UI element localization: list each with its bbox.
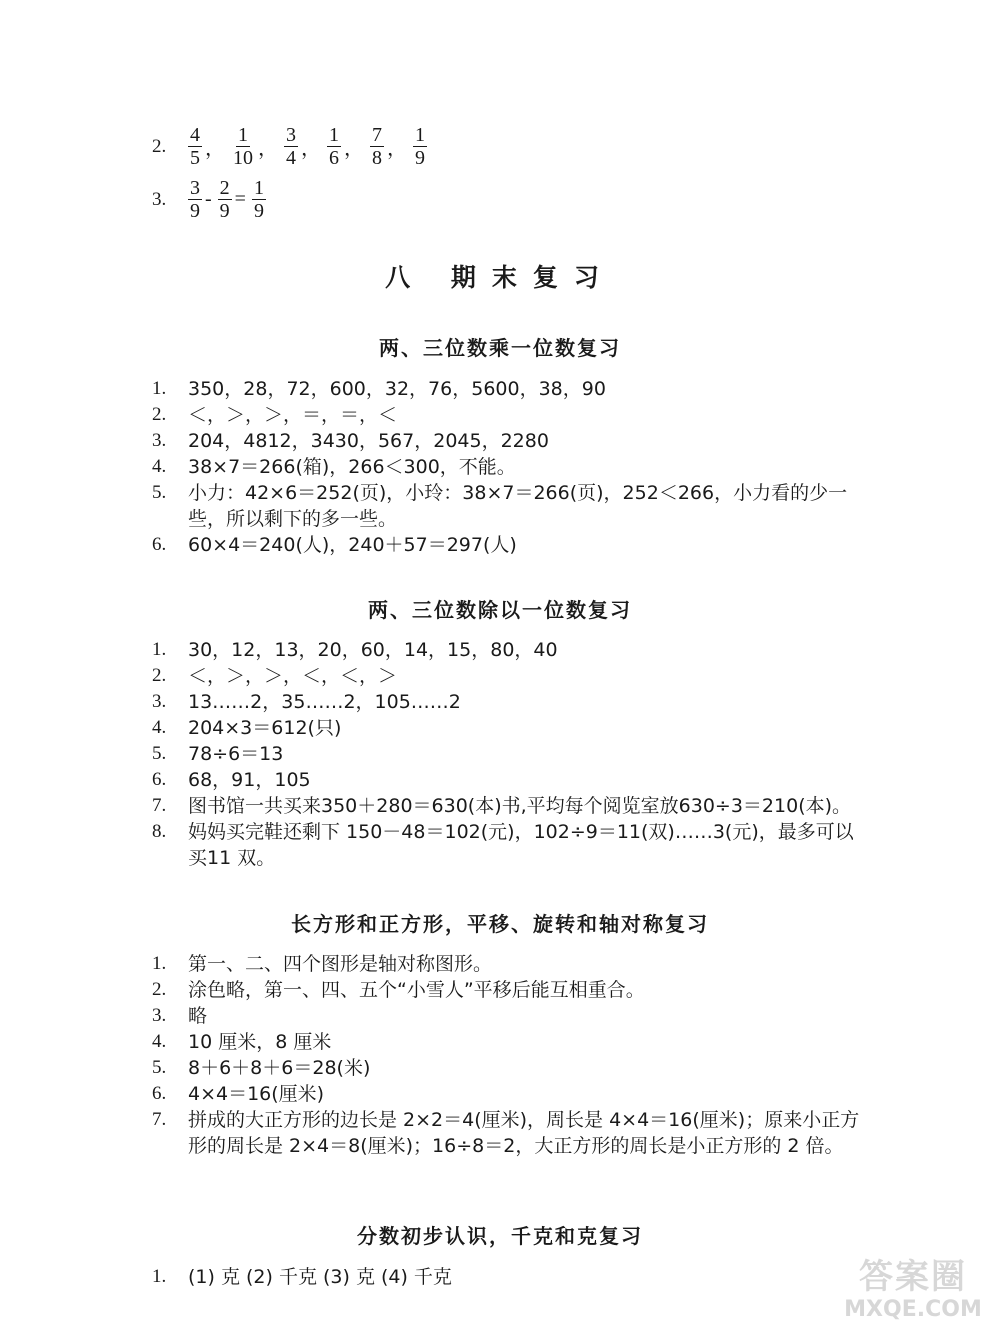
numerator: 1 — [238, 124, 248, 146]
minus-sign: - — [205, 188, 212, 210]
denominator: 9 — [219, 200, 230, 222]
list-item — [152, 376, 872, 402]
item-number: 1. — [152, 639, 167, 660]
numerator: 1 — [415, 124, 425, 146]
section-title: 分数初步认识，千克和克复习 — [357, 1224, 643, 1248]
fraction — [188, 177, 202, 222]
item-number: 2. — [152, 135, 167, 157]
fraction — [188, 124, 202, 169]
section-title: 两、三位数除以一位数复习 — [368, 598, 632, 622]
denominator: 10 — [233, 147, 253, 169]
item-number: 2. — [152, 665, 167, 686]
item-text: 拼成的大正方形的边长是 2×2＝4(厘米)，周长是 4×4＝16(厘米)；原来小正方形的周长是 2×4＝8(厘米)；16÷8＝2，大正方形的周长是小正方形的 2 倍。 — [188, 1109, 860, 1157]
item-number: 5. — [152, 1057, 167, 1078]
item-text: 78÷6＝13 — [188, 743, 284, 765]
list-item — [152, 637, 872, 663]
list-item — [152, 1055, 872, 1081]
item-number: 6. — [152, 769, 167, 790]
answer-list — [152, 1264, 872, 1290]
list-item — [152, 741, 872, 767]
list-item — [152, 793, 872, 819]
list-item — [152, 428, 872, 454]
item-number: 7. — [152, 1109, 167, 1130]
item-number: 4. — [152, 1031, 167, 1052]
answer-item-3-equation — [152, 177, 268, 222]
item-text: 30，12，13，20，60，14，15，80，40 — [188, 639, 558, 661]
list-item — [152, 767, 872, 793]
item-text: 第一、二、四个图形是轴对称图形。 — [188, 953, 493, 975]
item-number: 3. — [152, 430, 167, 451]
item-text: 38×7＝266(箱)，266＜300，不能。 — [188, 456, 516, 478]
watermark-logo: 答案圈 — [859, 1257, 967, 1297]
answer-list — [152, 951, 872, 1159]
list-item — [152, 1081, 872, 1107]
item-text: 13……2，35……2，105……2 — [188, 691, 461, 713]
item-text: 妈妈买完鞋还剩下 150－48＝102(元)，102÷9＝11(双)……3(元)，最多可以买11 双。 — [188, 821, 854, 869]
numerator: 7 — [372, 124, 382, 146]
item-number: 1. — [152, 378, 167, 399]
numerator: 1 — [253, 177, 264, 199]
item-text: 10 厘米，8 厘米 — [188, 1031, 332, 1053]
fraction — [231, 124, 255, 169]
numerator: 3 — [286, 124, 296, 146]
list-item — [152, 1264, 872, 1290]
item-text: 204×3＝612(只) — [188, 717, 342, 739]
equals-sign: = — [234, 188, 246, 210]
denominator: 8 — [372, 147, 382, 169]
separator: ， — [258, 138, 278, 160]
fraction — [327, 124, 341, 169]
denominator: 4 — [286, 147, 296, 169]
list-item — [152, 454, 872, 480]
list-item — [152, 480, 872, 532]
fraction — [413, 124, 427, 169]
item-number: 6. — [152, 1083, 167, 1104]
item-text: 60×4＝240(人)，240＋57＝297(人) — [188, 534, 517, 556]
denominator: 6 — [329, 147, 339, 169]
item-text: 350，28，72，600，32，76，5600，38，90 — [188, 378, 606, 400]
item-number: 5. — [152, 482, 167, 503]
item-text: 68，91，105 — [188, 769, 311, 791]
item-number: 1. — [152, 1266, 167, 1287]
separator: ， — [205, 138, 225, 160]
list-item — [152, 1029, 872, 1055]
item-number: 5. — [152, 743, 167, 764]
item-text: 8＋6＋8＋6＝28(米) — [188, 1057, 371, 1079]
fraction — [370, 124, 384, 169]
item-text: 涂色略，第一、四、五个“小雪人”平移后能互相重合。 — [188, 979, 645, 1001]
section-title: 两、三位数乘一位数复习 — [379, 336, 621, 360]
denominator: 5 — [190, 147, 200, 169]
item-text: 小力：42×6＝252(页)，小玲：38×7＝266(页)，252＜266，小力看的少一些，所以剩下的多一些。 — [188, 482, 848, 530]
separator: ， — [387, 138, 407, 160]
list-item — [152, 819, 872, 871]
item-number: 4. — [152, 456, 167, 477]
item-number: 3. — [152, 188, 167, 210]
list-item — [152, 1003, 872, 1029]
item-number: 2. — [152, 404, 167, 425]
list-item — [152, 715, 872, 741]
list-item — [152, 1107, 872, 1159]
item-text: 图书馆一共买来350＋280＝630(本)书,平均每个阅览室放630÷3＝210(本)。 — [188, 795, 852, 817]
fraction — [218, 177, 232, 222]
watermark-url: MXQE.COM — [844, 1297, 982, 1322]
separator: ， — [301, 138, 321, 160]
denominator: 9 — [415, 147, 425, 169]
item-text: 204，4812，3430，567，2045，2280 — [188, 430, 549, 452]
numerator: 3 — [190, 177, 200, 199]
item-number: 6. — [152, 534, 167, 555]
denominator: 9 — [253, 200, 264, 222]
separator: ， — [344, 138, 364, 160]
numerator: 1 — [329, 124, 339, 146]
list-item — [152, 951, 872, 977]
fraction — [252, 177, 266, 222]
fraction — [284, 124, 298, 169]
answer-item-2-fractions — [152, 124, 429, 169]
item-text: ＜，＞，＞，＝，＝，＜ — [188, 404, 398, 426]
item-number: 3. — [152, 1005, 167, 1026]
item-number: 7. — [152, 795, 167, 816]
watermark — [838, 1257, 988, 1327]
list-item — [152, 532, 872, 558]
list-item — [152, 663, 872, 689]
list-item — [152, 977, 872, 1003]
section-title: 长方形和正方形，平移、旋转和轴对称复习 — [291, 912, 709, 936]
item-text: ＜，＞，＞，＜，＜，＞ — [188, 665, 398, 687]
numerator: 2 — [219, 177, 230, 199]
answer-list — [152, 637, 872, 871]
item-number: 4. — [152, 717, 167, 738]
denominator: 9 — [190, 200, 200, 222]
item-number: 1. — [152, 953, 167, 974]
item-number: 2. — [152, 979, 167, 1000]
item-text: 4×4＝16(厘米) — [188, 1083, 325, 1105]
chapter-title: 八 期末复习 — [385, 263, 615, 292]
item-number: 8. — [152, 821, 167, 842]
list-item — [152, 689, 872, 715]
item-number: 3. — [152, 691, 167, 712]
numerator: 4 — [190, 124, 200, 146]
item-text: (1) 克 (2) 千克 (3) 克 (4) 千克 — [188, 1266, 452, 1288]
answer-list — [152, 376, 872, 558]
list-item — [152, 402, 872, 428]
item-text: 略 — [188, 1005, 208, 1027]
